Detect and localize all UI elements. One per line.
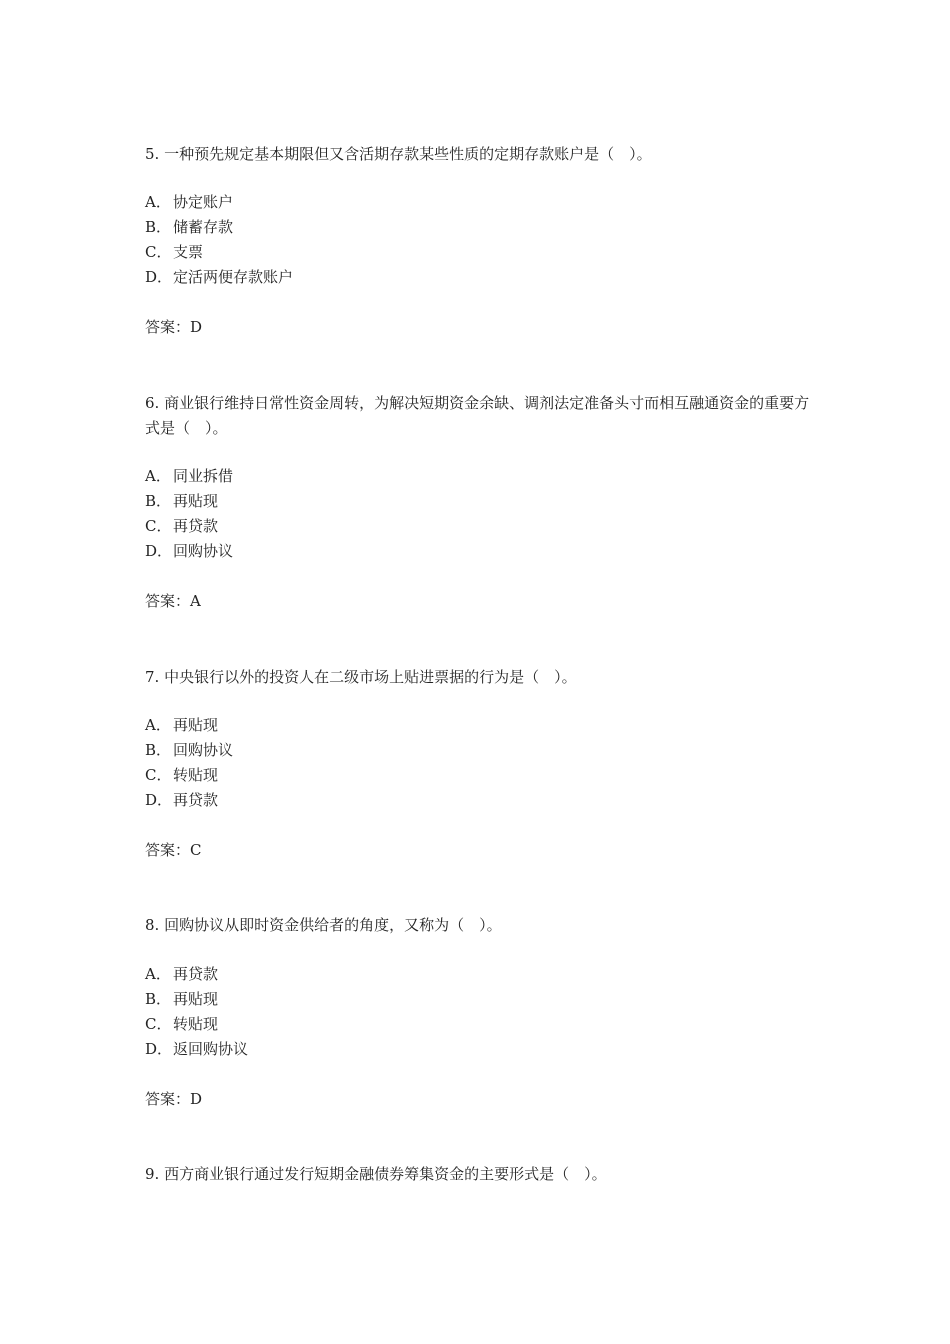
- question-6-stem: 6. 商业银行维持日常性资金周转，为解决短期资金余缺、调剂法定准备头寸而相互融通资金的重要方式是（ ）。: [145, 394, 810, 437]
- question-5-option-b: [145, 217, 233, 237]
- question-8-option-d: [145, 1039, 248, 1059]
- question-6-option-b: [145, 491, 218, 511]
- question-5-stem: 5. 一种预先规定基本期限但又含活期存款某些性质的定期存款账户是（ ）。: [145, 145, 652, 163]
- option-text: 储蓄存款: [173, 218, 234, 236]
- question-8-stem: 8. 回购协议从即时资金供给者的角度，又称为（ ）。: [145, 916, 502, 934]
- option-text: 再贴现: [173, 990, 219, 1008]
- question-8-option-c: [145, 1014, 218, 1034]
- option-text: 返回购协议: [173, 1040, 249, 1058]
- option-letter: D．: [145, 268, 173, 286]
- question-6-option-d: [145, 541, 233, 561]
- question-7-option-a: [145, 715, 218, 735]
- question-6-option-c: [145, 516, 218, 536]
- option-text: 再贴现: [173, 716, 219, 734]
- option-letter: C．: [145, 1015, 172, 1033]
- question-5-option-a: [145, 192, 233, 212]
- question-8-option-a: [145, 964, 218, 984]
- option-text: 转贴现: [173, 766, 219, 784]
- option-text: 协定账户: [173, 193, 234, 211]
- option-letter: A．: [145, 965, 171, 983]
- option-text: 转贴现: [173, 1015, 219, 1033]
- question-8-option-b: [145, 989, 218, 1009]
- option-letter: B．: [145, 492, 172, 510]
- question-6-answer: 答案：A: [145, 592, 201, 610]
- option-letter: B．: [145, 990, 172, 1008]
- option-text: 回购协议: [173, 542, 234, 560]
- option-letter: C．: [145, 766, 172, 784]
- question-7-option-d: [145, 790, 218, 810]
- question-5-answer: 答案：D: [145, 318, 203, 336]
- option-text: 再贷款: [173, 965, 219, 983]
- option-letter: D．: [145, 1040, 173, 1058]
- option-letter: C．: [145, 517, 172, 535]
- option-text: 支票: [173, 243, 204, 261]
- question-6-option-a: [145, 466, 233, 486]
- question-9-stem: 9. 西方商业银行通过发行短期金融债券筹集资金的主要形式是（ ）。: [145, 1165, 607, 1183]
- option-text: 回购协议: [173, 741, 234, 759]
- option-text: 再贷款: [173, 517, 219, 535]
- option-text: 再贷款: [173, 791, 219, 809]
- question-7-stem: 7. 中央银行以外的投资人在二级市场上贴进票据的行为是（ ）。: [145, 668, 577, 686]
- option-letter: A．: [145, 193, 171, 211]
- option-letter: D．: [145, 542, 173, 560]
- option-text: 同业拆借: [173, 467, 234, 485]
- question-7-option-c: [145, 765, 218, 785]
- question-8-answer: 答案：D: [145, 1090, 203, 1108]
- question-7-option-b: [145, 740, 233, 760]
- question-7-answer: 答案：C: [145, 841, 202, 859]
- option-text: 定活两便存款账户: [173, 268, 294, 286]
- option-letter: B．: [145, 218, 172, 236]
- question-5-option-d: [145, 267, 293, 287]
- option-letter: A．: [145, 467, 171, 485]
- option-text: 再贴现: [173, 492, 219, 510]
- option-letter: C．: [145, 243, 172, 261]
- option-letter: D．: [145, 791, 173, 809]
- option-letter: A．: [145, 716, 171, 734]
- question-5-option-c: [145, 242, 203, 262]
- option-letter: B．: [145, 741, 172, 759]
